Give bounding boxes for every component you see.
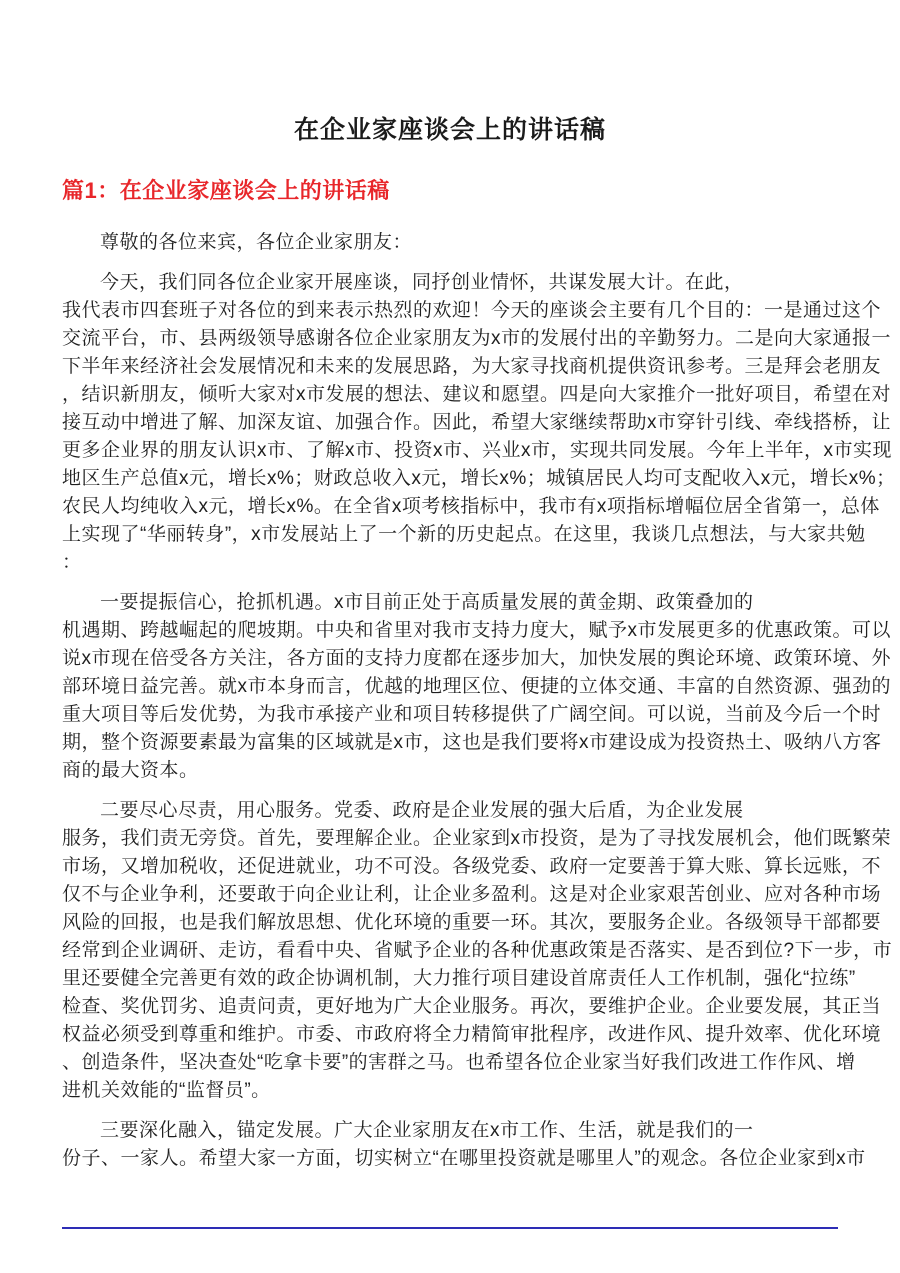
text-line: 今天，我们同各位企业家开展座谈，同抒创业情怀，共谋发展大计。在此，: [100, 272, 744, 293]
bottom-divider: [62, 1227, 838, 1229]
text-line: 仅不与企业争利，还要敢于向企业让利，让企业多盈利。这是对企业家艰苦创业、应对各种市场: [62, 884, 882, 905]
section-heading: 篇1：在企业家座谈会上的讲话稿: [62, 178, 390, 203]
text-line: 进机关效能的“监督员”。: [62, 1080, 271, 1101]
text-line: 里还要健全完善更有效的政企协调机制，大力推行项目建设首席责任人工作机制，强化“拉练”: [62, 968, 856, 989]
text-line: 三要深化融入，锚定发展。广大企业家朋友在x市工作、生活，就是我们的一: [100, 1120, 754, 1141]
paragraph: [62, 269, 896, 577]
text-line: 说x市现在倍受各方关注，各方面的支持力度都在逐步加大，加快发展的舆论环境、政策环境、外: [62, 648, 892, 669]
paragraph: [62, 1117, 866, 1173]
paragraph: [62, 229, 838, 257]
text-line: 权益必须受到尊重和维护。市委、市政府将全力精简审批程序，改进作风、提升效率、优化环境: [62, 1024, 882, 1045]
text-line: 地区生产总值x元，增长x%；财政总收入x元，增长x%；城镇居民人均可支配收入x元，增长x%；: [62, 468, 896, 489]
text-line: 、创造条件，坚决查处“吃拿卡要”的害群之马。也希望各位企业家当好我们改进工作作风、增: [62, 1052, 856, 1073]
text-line: 接互动中增进了解、加深友谊、加强合作。因此，希望大家继续帮助x市穿针引线、牵线搭桥，让: [62, 412, 892, 433]
paragraph: [62, 589, 892, 785]
text-line: 份子、一家人。希望大家一方面，切实树立“在哪里投资就是哪里人”的观念。各位企业家到x市: [62, 1148, 866, 1169]
text-line: 商的最大资本。: [62, 760, 199, 781]
text-line: 部环境日益完善。就x市本身而言，优越的地理区位、便捷的立体交通、丰富的自然资源、强劲的: [62, 676, 892, 697]
text-line: 交流平台，市、县两级领导感谢各位企业家朋友为x市的发展付出的辛勤努力。二是向大家通报一: [62, 328, 892, 349]
text-line: 下半年来经济社会发展情况和未来的发展思路，为大家寻找商机提供资讯参考。三是拜会老朋友: [62, 356, 882, 377]
text-line: 经常到企业调研、走访，看看中央、省赋予企业的各种优惠政策是否落实、是否到位?下一步，市: [62, 940, 893, 961]
text-line: 更多企业界的朋友认识x市、了解x市、投资x市、兴业x市，实现共同发展。今年上半年，x市实现: [62, 440, 893, 461]
text-line: ，结识新朋友，倾听大家对x市发展的想法、建议和愿望。四是向大家推介一批好项目，希望在对: [62, 384, 892, 405]
document-title: 在企业家座谈会上的讲话稿: [293, 116, 606, 144]
text-line: ：: [62, 552, 82, 573]
text-line: 检查、奖优罚劣、追责问责，更好地为广大企业服务。再次，要维护企业。企业要发展，其正当: [62, 996, 882, 1017]
text-line: 市场，又增加税收，还促进就业，功不可没。各级党委、政府一定要善于算大账、算长远账，不: [62, 856, 882, 877]
text-line: 二要尽心尽责，用心服务。党委、政府是企业发展的强大后盾，为企业发展: [100, 800, 744, 821]
text-line: 机遇期、跨越崛起的爬坡期。中央和省里对我市支持力度大，赋予x市发展更多的优惠政策。可以: [62, 620, 892, 641]
text-line: 一要提振信心，抢抓机遇。x市目前正处于高质量发展的黄金期、政策叠加的: [100, 592, 754, 613]
document-body: [62, 229, 896, 1173]
text-line: 风险的回报，也是我们解放思想、优化环境的重要一环。其次，要服务企业。各级领导干部都要: [62, 912, 882, 933]
text-line: 尊敬的各位来宾，各位企业家朋友：: [100, 232, 413, 253]
text-line: 服务，我们责无旁贷。首先，要理解企业。企业家到x市投资，是为了寻找发展机会，他们既繁荣: [62, 828, 892, 849]
paragraph: [62, 797, 893, 1105]
text-line: 我代表市四套班子对各位的到来表示热烈的欢迎！今天的座谈会主要有几个目的：一是通过这个: [62, 300, 882, 321]
text-line: 上实现了“华丽转身”，x市发展站上了一个新的历史起点。在这里，我谈几点想法，与大家共勉: [62, 524, 866, 545]
text-line: 农民人均纯收入x元，增长x%。在全省x项考核指标中，我市有x项指标增幅位居全省第一，总体: [62, 496, 880, 517]
text-line: 期，整个资源要素最为富集的区域就是x市，这也是我们要将x市建设成为投资热土、吸纳八方客: [62, 732, 882, 753]
text-line: 重大项目等后发优势，为我市承接产业和项目转移提供了广阔空间。可以说，当前及今后一个时: [62, 704, 882, 725]
